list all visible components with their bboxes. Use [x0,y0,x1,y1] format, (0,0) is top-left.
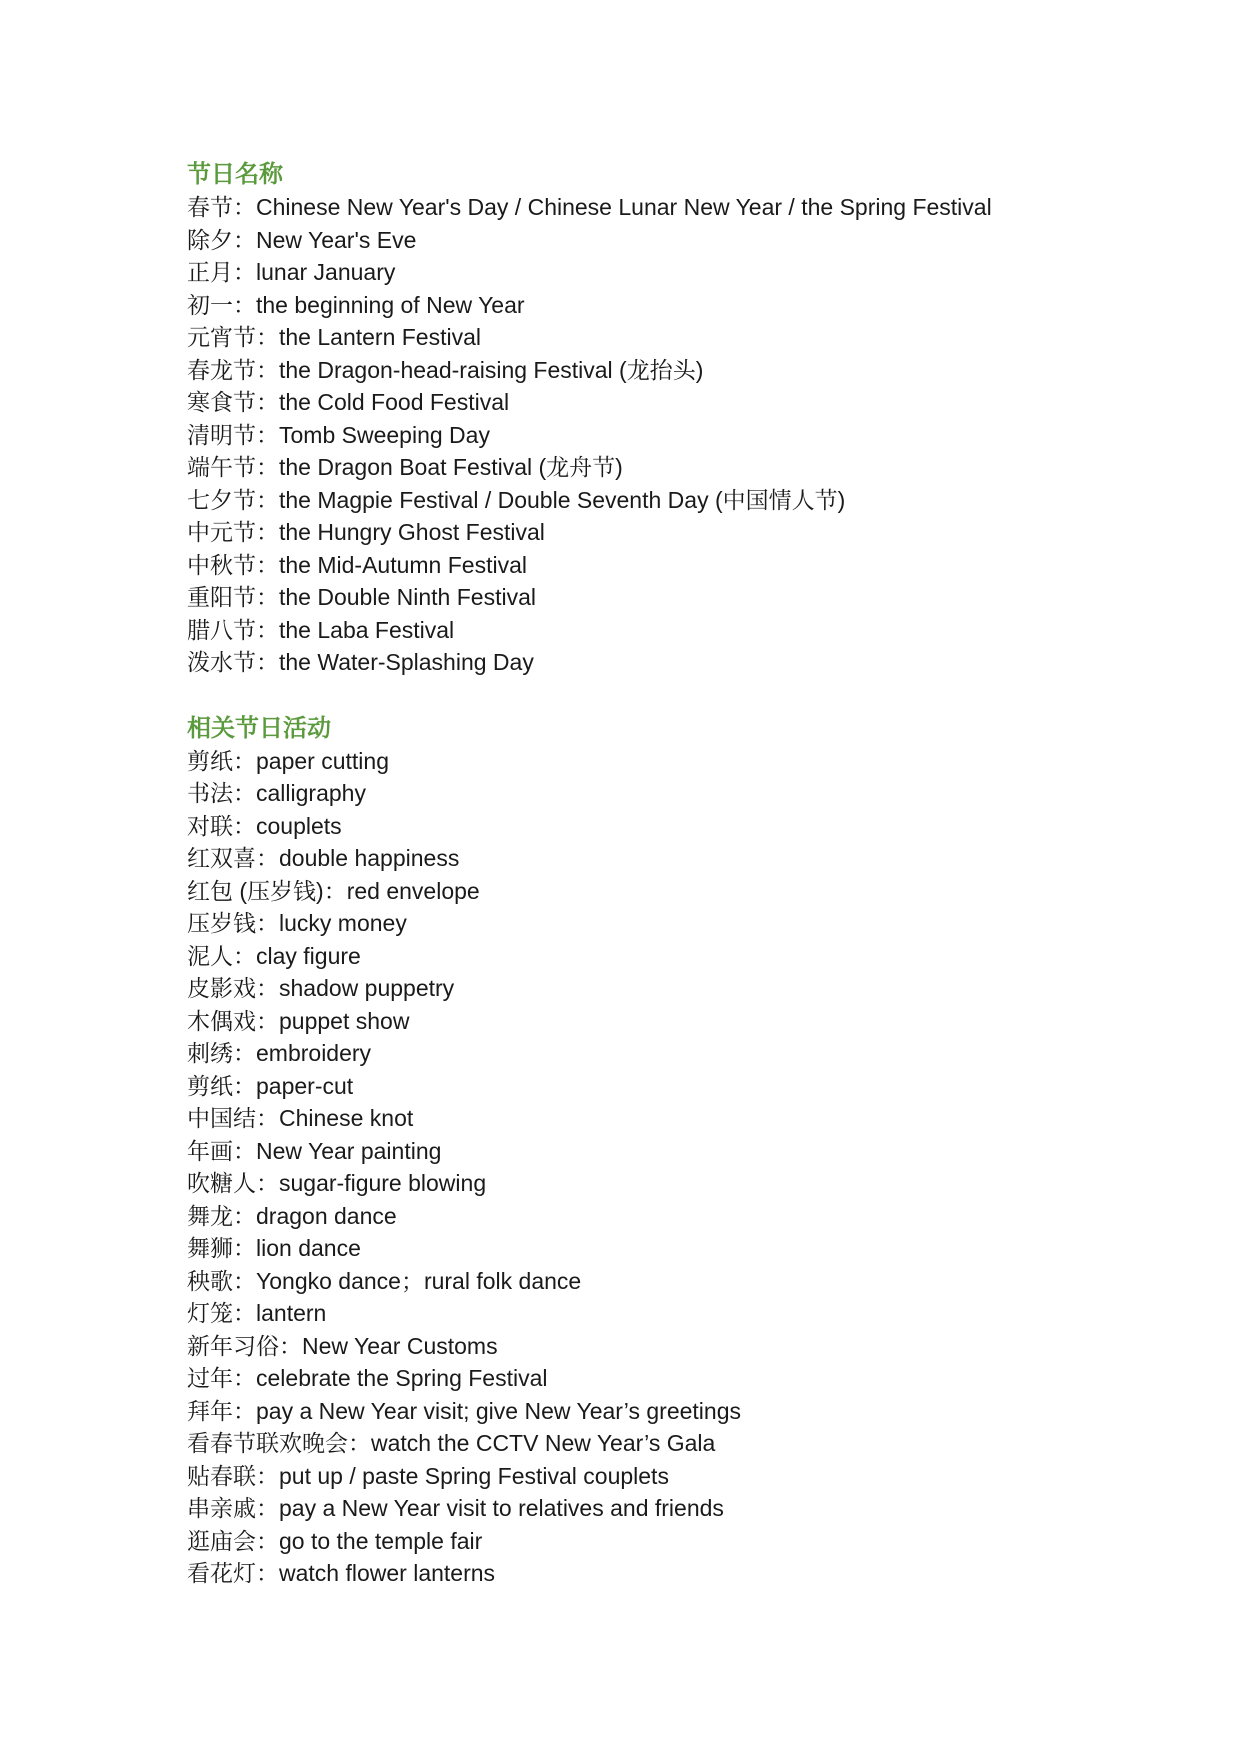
vocabulary-entry: 清明节：Tomb Sweeping Day [187,421,490,448]
vocabulary-entry: 中元节：the Hungry Ghost Festival [187,519,545,545]
vocabulary-entry: 剪纸：paper-cut [187,1072,354,1099]
vocabulary-entry: 春龙节：the Dragon-head-raising Festival (龙抬头) [187,356,704,383]
vocabulary-entry: 灯笼：lantern [187,1300,327,1326]
vocabulary-entry: 秧歌：Yongko dance；rural folk dance [187,1267,582,1294]
vocabulary-entry: 新年习俗：New Year Customs [187,1332,498,1359]
vocabulary-entry: 舞狮：lion dance [187,1235,361,1261]
section-spacer [187,679,1187,712]
vocabulary-entry: 红双喜：double happiness [187,845,460,871]
vocabulary-entry: 泼水节：the Water-Splashing Day [187,649,534,675]
document-page [187,158,1187,1590]
vocabulary-entry: 舞龙：dragon dance [187,1202,397,1229]
vocabulary-entry: 端午节：the Dragon Boat Festival (龙舟节) [187,454,623,480]
vocabulary-entry: 皮影戏：shadow puppetry [187,975,455,1001]
vocabulary-entry: 逛庙会：go to the temple fair [187,1527,483,1554]
vocabulary-entry: 红包 (压岁钱)：red envelope [187,877,480,904]
vocabulary-entry: 对联：couplets [187,812,342,839]
vocabulary-entry: 元宵节：the Lantern Festival [187,324,482,350]
section-heading: 节日名称 [187,161,283,188]
vocabulary-entry: 除夕：New Year's Eve [187,226,417,253]
vocabulary-entry: 中秋节：the Mid-Autumn Festival [187,551,527,578]
vocabulary-entry: 看春节联欢晚会：watch the CCTV New Year’s Gala [187,1430,716,1456]
document-content [187,158,1187,1590]
vocabulary-entry: 剪纸：paper cutting [187,747,389,774]
vocabulary-entry: 初一：the beginning of New Year [187,291,525,318]
vocabulary-entry: 腊八节：the Laba Festival [187,616,455,643]
vocabulary-entry: 重阳节：the Double Ninth Festival [187,584,536,610]
vocabulary-entry: 拜年：pay a New Year visit; give New Year’s greetings [187,1397,741,1424]
vocabulary-entry: 过年：celebrate the Spring Festival [187,1365,548,1391]
vocabulary-entry: 七夕节：the Magpie Festival / Double Seventh Day (中国情人节) [187,486,846,513]
vocabulary-entry: 刺绣：embroidery [187,1040,372,1066]
vocabulary-entry: 贴春联：put up / paste Spring Festival couplets [187,1462,669,1489]
vocabulary-entry: 年画：New Year painting [187,1137,442,1164]
vocabulary-entry: 木偶戏：puppet show [187,1007,410,1034]
vocabulary-entry: 书法：calligraphy [187,780,366,806]
vocabulary-entry: 中国结：Chinese knot [187,1105,414,1131]
vocabulary-entry: 压岁钱：lucky money [187,910,407,936]
vocabulary-entry: 寒食节：the Cold Food Festival [187,389,510,415]
vocabulary-entry: 看花灯：watch flower lanterns [187,1560,496,1586]
vocabulary-entry: 春节：Chinese New Year's Day / Chinese Lunar New Year / the Spring Festival [187,194,992,220]
vocabulary-entry: 泥人：clay figure [187,942,361,969]
vocabulary-entry: 正月：lunar January [187,259,396,285]
section-heading: 相关节日活动 [187,714,331,742]
vocabulary-entry: 串亲戚：pay a New Year visit to relatives and friends [187,1495,724,1521]
vocabulary-entry: 吹糖人：sugar-figure blowing [187,1170,487,1196]
